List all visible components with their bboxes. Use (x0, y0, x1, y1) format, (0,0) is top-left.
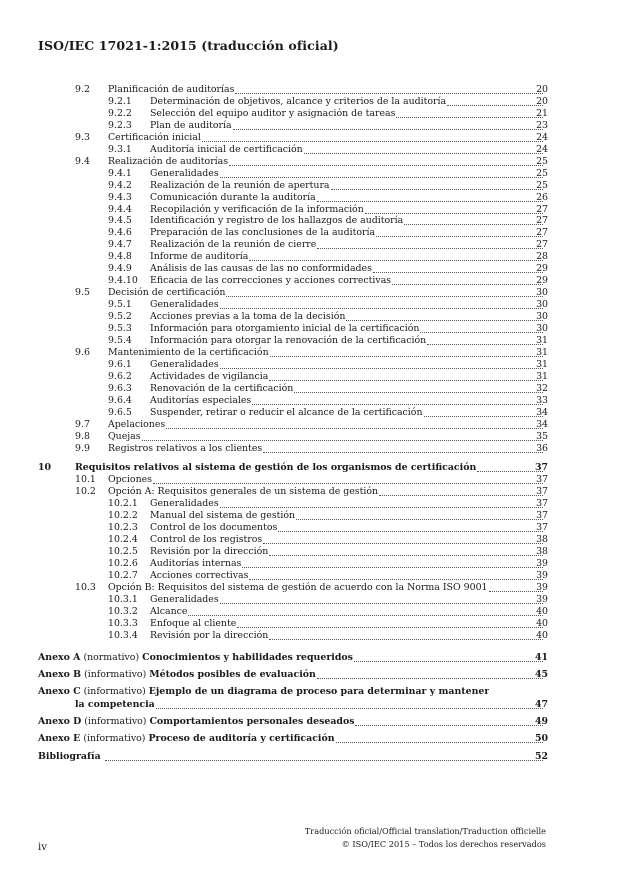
toc-entry-number: 10.2.6 (108, 558, 138, 570)
toc-leader-dots (249, 570, 543, 580)
toc-entry (0, 239, 620, 251)
toc-entry (0, 407, 620, 419)
toc-entry-title: Generalidades (150, 299, 219, 311)
toc-entry-title: Alcance (150, 605, 188, 617)
toc-entry-number: 10.3.3 (108, 617, 138, 629)
annex-label: Anexo A (38, 651, 81, 663)
toc-leader-dots (252, 395, 543, 405)
toc-leader-dots (166, 419, 543, 429)
toc-entry-title: Realización de la reunión de apertura (150, 179, 330, 191)
toc-leader-dots (376, 227, 543, 237)
toc-entry-number: 9.6.1 (108, 358, 132, 370)
toc-entry-title: Auditoría inicial de certificación (150, 143, 303, 155)
toc-entry-title: Acciones correctivas (150, 570, 249, 581)
toc-entry-title: Quejas (108, 430, 141, 442)
footer-translation-note: Traducción oficial/Official translation/Traduction officielle (304, 826, 546, 836)
toc-entry-number: 9.4 (75, 155, 90, 167)
toc-leader-dots (220, 168, 543, 178)
toc-entry-page: 29 (536, 275, 548, 287)
toc-entry-title: Plan de auditoría (150, 119, 232, 131)
toc-entry-title: Certificación inicial (108, 131, 201, 143)
toc-entry-number: 9.5.2 (108, 311, 132, 323)
toc-leader-dots (278, 522, 543, 532)
toc-leader-dots (263, 443, 543, 453)
toc-entry-number: 10.2.2 (108, 510, 138, 522)
toc-leader-dots (294, 383, 543, 393)
annex-label: Bibliografía (38, 750, 101, 762)
toc-entry (0, 419, 620, 431)
toc-entry (0, 594, 620, 606)
toc-entry-page: 28 (536, 251, 548, 263)
annex-kind: (informativo) (84, 716, 147, 728)
toc-entry-number: 9.6.3 (108, 382, 132, 394)
footer-copyright: © ISO/IEC 2015 – Todos los derechos reservados (341, 839, 546, 849)
toc-entry-number: 9.4.9 (108, 263, 132, 275)
toc-entry-title: Control de los documentos (150, 522, 278, 534)
toc-entry-title: Selección del equipo auditor y asignación de tareas (150, 107, 396, 119)
annex-title-wrap (38, 686, 489, 698)
toc-entry-page: 34 (536, 418, 548, 430)
toc-entry-number: 9.4.2 (108, 179, 132, 191)
toc-leader-dots (220, 359, 543, 369)
toc-entry-number: 10.3.4 (108, 629, 138, 641)
annex-title: Conocimientos y habilidades requeridos (142, 651, 353, 663)
toc-entry-title: Revisión por la dirección (150, 629, 269, 641)
toc-leader-dots (249, 251, 543, 261)
toc-entry-page: 39 (536, 570, 548, 581)
toc-entry-title: Información para otorgar la renovación de la certificación (150, 334, 427, 346)
page-number: iv (38, 842, 47, 853)
toc-entry (0, 431, 620, 443)
annex-page: 50 (534, 733, 548, 745)
toc-entry-number: 9.2.1 (108, 95, 132, 107)
toc-entry-number: 9.4.5 (108, 215, 132, 227)
toc-entry (0, 534, 620, 546)
toc-entry (0, 168, 620, 180)
toc-entry (0, 180, 620, 192)
toc-entry (0, 347, 620, 359)
toc-entry-page: 36 (536, 442, 548, 454)
toc-leader-dots (153, 474, 543, 484)
toc-entry-page: 37 (536, 522, 548, 534)
toc-entry-title: Análisis de las causas de las no conformidades (150, 263, 372, 275)
toc-entry-title: Manual del sistema de gestión (150, 510, 296, 522)
toc-leader-dots (346, 311, 543, 321)
toc-leader-dots (270, 347, 543, 357)
toc-leader-dots (296, 510, 543, 520)
toc-entry-number: 9.4.3 (108, 191, 132, 203)
annex-label: Anexo E (38, 733, 81, 745)
toc-entry (0, 618, 620, 630)
toc-entry-number: 9.3.1 (108, 143, 132, 155)
toc-entry-page: 40 (536, 617, 548, 629)
toc-entry (0, 311, 620, 323)
toc-entry-page: 38 (536, 534, 548, 546)
toc-entry-page: 27 (536, 239, 548, 251)
toc-entry-title: Eficacia de las correcciones y acciones correctivas (150, 275, 392, 287)
toc-entry-title: Generalidades (150, 498, 219, 510)
toc-entry (0, 287, 620, 299)
toc-entry-title-wrap (108, 443, 544, 456)
toc-entry-number: 10.2.3 (108, 522, 138, 534)
toc-entry-page: 38 (536, 546, 548, 558)
toc-entry-title: Comunicación durante la auditoría (150, 191, 316, 203)
annex-entry-continuation (0, 699, 620, 711)
toc-entry-page: 30 (536, 311, 548, 323)
toc-leader-dots (489, 582, 543, 592)
toc-leader-dots (477, 462, 543, 472)
toc-leader-dots (396, 108, 543, 118)
toc-entry (0, 96, 620, 108)
toc-entry-number: 10.3 (75, 581, 96, 593)
toc-entry-page: 21 (536, 107, 548, 119)
annex-kind: (informativo) (83, 686, 146, 698)
toc-leader-dots (404, 215, 543, 225)
toc-entry (0, 383, 620, 395)
toc-leader-dots (424, 407, 544, 417)
toc-leader-dots (269, 630, 543, 640)
toc-entry-number: 10.2.7 (108, 570, 138, 581)
toc-leader-dots (336, 733, 543, 743)
annex-title-wrap (38, 733, 544, 746)
toc-entry (0, 443, 620, 455)
annex-entry (0, 652, 620, 664)
toc-entry-title: Informe de auditoría (150, 251, 249, 263)
toc-entry-number: 9.4.6 (108, 227, 132, 239)
toc-entry (0, 192, 620, 204)
toc-leader-dots (263, 534, 543, 544)
toc-entry (0, 275, 620, 287)
toc-entry-number: 9.7 (75, 418, 90, 430)
toc-entry-page: 30 (536, 299, 548, 311)
toc-entry (0, 371, 620, 383)
annex-entry (0, 751, 620, 763)
toc-leader-dots (420, 323, 543, 333)
toc-leader-dots (427, 335, 543, 345)
toc-entry (0, 335, 620, 347)
toc-entry-number: 9.4.4 (108, 203, 132, 215)
toc-entry-page: 24 (536, 131, 548, 143)
toc-entry-number: 9.5.3 (108, 323, 132, 334)
toc-entry-page: 27 (536, 215, 548, 227)
annex-page: 52 (534, 750, 548, 762)
toc-leader-dots (392, 275, 543, 285)
toc-entry-number: 10.2 (75, 486, 96, 498)
toc-entry-page: 40 (536, 605, 548, 617)
toc-leader-dots (235, 84, 543, 94)
toc-entry-page: 30 (536, 323, 548, 334)
toc-entry (0, 510, 620, 522)
toc-entry (0, 395, 620, 407)
toc-entry-page: 25 (536, 167, 548, 179)
toc-entry (0, 462, 620, 474)
toc-entry-title: Opción B: Requisitos del sistema de gestión de acuerdo con la Norma ISO 9001 (108, 581, 488, 593)
toc-entry-title: Actividades de vigilancia (150, 370, 269, 382)
toc-entry (0, 498, 620, 510)
toc-entry-page: 31 (536, 358, 548, 370)
toc-entry-title: Identificación y registro de los hallazgos de auditoría (150, 215, 404, 227)
annex-kind: (informativo) (83, 733, 146, 745)
annex-page: 45 (534, 669, 548, 680)
toc-entry (0, 522, 620, 534)
toc-entry-title: Recopilación y verificación de la información (150, 203, 364, 215)
toc-entry (0, 132, 620, 144)
toc-entry (0, 570, 620, 582)
toc-entry-number: 9.2 (75, 84, 90, 95)
toc-entry-title: Decisión de certificación (108, 287, 226, 299)
toc-entry (0, 606, 620, 618)
toc-leader-dots (226, 287, 543, 297)
toc-entry-title: Mantenimiento de la certificación (108, 346, 269, 358)
toc-entry-page: 25 (536, 179, 548, 191)
toc-entry-page: 26 (536, 191, 548, 203)
toc-entry-number: 9.4.10 (108, 275, 138, 287)
toc-leader-dots (229, 156, 543, 166)
toc-entry-title: Determinación de objetivos, alcance y criterios de la auditoría (150, 95, 447, 107)
annex-title-wrap (38, 669, 544, 682)
toc-entry-number: 10.2.1 (108, 498, 138, 510)
annex-title-wrap (38, 751, 544, 764)
toc-entry-page: 39 (536, 581, 548, 593)
toc-leader-dots (220, 594, 543, 604)
toc-entry-page: 40 (536, 629, 548, 641)
toc-entry-page: 39 (536, 558, 548, 570)
toc-leader-dots (220, 299, 543, 309)
toc-entry (0, 546, 620, 558)
toc-entry-page: 25 (536, 155, 548, 167)
annex-title: Ejemplo de un diagrama de proceso para determinar y mantener (148, 686, 490, 698)
toc-entry-title: Realización de auditorías (108, 155, 229, 167)
toc-entry-number: 9.2.3 (108, 119, 132, 131)
toc-entry-number: 9.6.5 (108, 406, 132, 418)
toc-leader-dots (317, 192, 543, 202)
toc-entry-page: 37 (536, 510, 548, 522)
toc-entry (0, 227, 620, 239)
toc-entry-title: Suspender, retirar o reducir el alcance de la certificación (150, 406, 423, 418)
toc-entry (0, 156, 620, 168)
toc-entry-number: 9.2.2 (108, 107, 132, 119)
toc-entry (0, 299, 620, 311)
toc-entry (0, 474, 620, 486)
toc-entry-title: Acciones previas a la toma de la decisión (150, 311, 346, 323)
annex-kind: (informativo) (84, 669, 147, 680)
toc-entry (0, 486, 620, 498)
toc-entry-title: Realización de la reunión de cierre (150, 239, 317, 251)
toc-entry-number: 9.5.1 (108, 299, 132, 311)
toc-entry-page: 20 (536, 84, 548, 95)
toc-entry-title: Renovación de la certificación (150, 382, 294, 394)
toc-entry-number: 10.2.4 (108, 534, 138, 546)
toc-entry-page: 33 (536, 394, 548, 406)
toc-entry-title: Opción A: Requisitos generales de un sistema de gestión (108, 486, 379, 498)
annex-title: Proceso de auditoría y certificación (148, 733, 335, 745)
toc-entry-number: 9.6.2 (108, 370, 132, 382)
toc-entry-number: 9.5 (75, 287, 90, 299)
toc-entry (0, 359, 620, 371)
toc-entry-title: Auditorías especiales (150, 394, 252, 406)
toc-entry-title: Auditorías internas (150, 558, 242, 570)
toc-leader-dots (379, 486, 543, 496)
toc-entry-page: 32 (536, 382, 548, 394)
toc-leader-dots (202, 132, 543, 142)
toc-entry-title: Apelaciones (108, 418, 166, 430)
toc-entry-number: 10.1 (75, 474, 96, 486)
toc-entry-number: 9.4.7 (108, 239, 132, 251)
toc-entry-title: Generalidades (150, 358, 219, 370)
toc-entry (0, 630, 620, 642)
annex-title-wrap (38, 716, 544, 729)
toc-entry-number: 10 (38, 462, 52, 474)
toc-entry-title: Revisión por la dirección (150, 546, 269, 558)
toc-entry (0, 582, 620, 594)
toc-entry (0, 120, 620, 132)
annex-entry (0, 733, 620, 745)
toc-entry-number: 9.6.4 (108, 394, 132, 406)
toc-entry (0, 84, 620, 96)
toc-leader-dots (105, 751, 543, 761)
toc-entry-page: 27 (536, 203, 548, 215)
annex-label: Anexo C (38, 686, 81, 698)
toc-entry-page: 31 (536, 334, 548, 346)
toc-entry (0, 558, 620, 570)
toc-entry (0, 108, 620, 120)
toc-entry (0, 251, 620, 263)
toc-leader-dots (317, 239, 543, 249)
toc-entry (0, 263, 620, 275)
toc-leader-dots (447, 96, 543, 106)
toc-entry-title: Preparación de las conclusiones de la auditoría (150, 227, 376, 239)
toc-entry-page: 27 (536, 227, 548, 239)
toc-entry (0, 215, 620, 227)
toc-entry-number: 9.6 (75, 346, 90, 358)
toc-leader-dots (355, 716, 543, 726)
toc-entry-title: Generalidades (150, 593, 219, 605)
annex-page: 47 (534, 698, 548, 710)
toc-entry-title: Control de los registros (150, 534, 263, 546)
toc-entry-page: 20 (536, 95, 548, 107)
toc-entry (0, 323, 620, 335)
toc-entry-title: Información para otorgamiento inicial de la certificación (150, 323, 420, 334)
toc-entry (0, 204, 620, 216)
toc-entry-title-wrap (150, 630, 544, 643)
toc-leader-dots (304, 144, 543, 154)
toc-leader-dots (365, 204, 543, 214)
toc-entry-page: 29 (536, 263, 548, 275)
toc-entry-page: 37 (536, 498, 548, 510)
toc-leader-dots (269, 371, 543, 381)
toc-entry-page: 39 (536, 593, 548, 605)
annex-title-line2: la competencia (75, 698, 155, 710)
toc-leader-dots (156, 699, 543, 709)
toc-entry-title: Registros relativos a los clientes (108, 442, 263, 454)
annex-label: Anexo D (38, 716, 82, 728)
toc-entry-page: 35 (536, 430, 548, 442)
annex-title-wrap (75, 699, 544, 712)
toc-entry-title: Planificación de auditorías (108, 84, 235, 95)
annex-page: 41 (534, 651, 548, 663)
toc-entry (0, 144, 620, 156)
toc-leader-dots (373, 263, 543, 273)
toc-leader-dots (331, 180, 543, 190)
annex-label: Anexo B (38, 669, 82, 680)
toc-entry-title: Generalidades (150, 167, 219, 179)
toc-leader-dots (237, 618, 543, 628)
annex-page: 49 (534, 716, 548, 728)
annex-entry (0, 716, 620, 728)
toc-entry-number: 10.2.5 (108, 546, 138, 558)
toc-entry-page: 37 (536, 474, 548, 486)
annex-entry (0, 669, 620, 681)
toc-entry-page: 37 (536, 486, 548, 498)
toc-entry-title: Enfoque al cliente (150, 617, 237, 629)
toc-entry-number: 10.3.2 (108, 605, 138, 617)
document-header-title: ISO/IEC 17021-1:2015 (traducción oficial) (38, 38, 339, 53)
toc-leader-dots (354, 652, 543, 662)
toc-entry-number: 9.8 (75, 430, 90, 442)
annex-entry (0, 686, 620, 698)
toc-entry-number: 9.4.8 (108, 251, 132, 263)
toc-leader-dots (269, 546, 543, 556)
toc-leader-dots (142, 431, 543, 441)
toc-entry-page: 37 (534, 462, 548, 474)
toc-entry-page: 24 (536, 143, 548, 155)
toc-entry-number: 9.4.1 (108, 167, 132, 179)
toc-entry-number: 10.3.1 (108, 593, 138, 605)
toc-leader-dots (242, 558, 543, 568)
toc-entry-title: Requisitos relativos al sistema de gestión de los organismos de certificación (75, 462, 477, 474)
toc-leader-dots (220, 498, 543, 508)
toc-entry-number: 9.9 (75, 442, 90, 454)
annex-kind: (normativo) (83, 651, 140, 663)
toc-entry-page: 34 (536, 406, 548, 418)
annex-title-wrap (38, 652, 544, 665)
toc-entry-title: Opciones (108, 474, 152, 486)
toc-entry-page: 31 (536, 370, 548, 382)
toc-entry-page: 23 (536, 119, 548, 131)
toc-entry-number: 9.5.4 (108, 334, 132, 346)
toc-leader-dots (233, 120, 543, 130)
toc-entry-page: 31 (536, 346, 548, 358)
annex-title: Métodos posibles de evaluación (149, 669, 316, 680)
toc-entry-number: 9.3 (75, 131, 90, 143)
toc-leader-dots (188, 606, 543, 616)
toc-leader-dots (317, 669, 543, 679)
toc-entry-page: 30 (536, 287, 548, 299)
annex-title: Comportamientos personales deseados (149, 716, 355, 728)
